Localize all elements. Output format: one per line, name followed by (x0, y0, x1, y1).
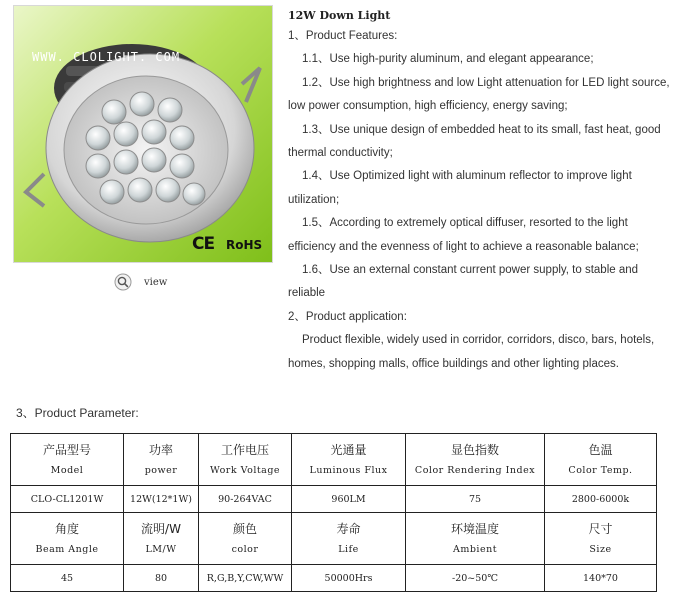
table-row-values (11, 565, 657, 592)
feature-item: 1.3、Use unique design of embedded heat to its small, fast heat, good (302, 123, 661, 136)
section-heading-features: 1、Product Features: (288, 30, 398, 42)
table-header-cell: 显色指数 Color Rendering Index (406, 434, 545, 486)
rohs-mark: RoHS (226, 238, 263, 252)
feature-item-continued: efficiency and the evenness of light to achieve a reasonable balance; (288, 240, 639, 253)
table-cell: 50000Hrs (292, 565, 406, 592)
table-row-header (11, 513, 657, 565)
feature-item: 1.6、Use an external constant current power supply, to stable and (302, 264, 639, 277)
table-row-values (11, 486, 657, 513)
table-cell: 45 (11, 565, 124, 592)
product-photo (13, 5, 273, 263)
table-cell: -20~50℃ (406, 565, 545, 592)
table-cell: 75 (406, 486, 545, 513)
magnifier-icon[interactable] (114, 273, 132, 291)
feature-item: 1.5、According to extremely optical diffuser, resorted to the light (302, 217, 628, 230)
table-header-cell: 尺寸 Size (545, 513, 657, 565)
table-cell: 960LM (292, 486, 406, 513)
table-header-cell: 光通量 Luminous Flux (292, 434, 406, 486)
feature-item-continued: reliable (288, 287, 326, 300)
table-header-cell: 颜色 color (199, 513, 292, 565)
application-text-continued: homes, shopping malls, office buildings and other lighting places. (288, 357, 619, 370)
ce-mark: CE (192, 234, 215, 254)
table-header-cell: 寿命 Life (292, 513, 406, 565)
table-cell: R,G,B,Y,CW,WW (199, 565, 292, 592)
feature-item-continued: utilization; (288, 193, 340, 206)
table-header-cell: 功率 power (124, 434, 199, 486)
feature-item: 1.2、Use high brightness and low Light attenuation for LED light source, (302, 76, 670, 89)
downlight-illustration (14, 6, 273, 263)
table-cell: CLO-CL1201W (11, 486, 124, 513)
table-header-cell: 环境温度 Ambient (406, 513, 545, 565)
view-label[interactable]: view (144, 276, 168, 288)
parameter-heading: 3、Product Parameter: (16, 406, 139, 420)
feature-item-continued: low power consumption, high efficiency, energy saving; (288, 100, 568, 113)
product-title: 12W Down Light (288, 9, 391, 22)
feature-item-continued: thermal conductivity; (288, 147, 393, 160)
table-header-cell: 流明/W LM/W (124, 513, 199, 565)
table-cell: 2800-6000k (545, 486, 657, 513)
table-cell: 140*70 (545, 565, 657, 592)
parameter-table (10, 433, 657, 592)
feature-item: 1.1、Use high-purity aluminum, and elegant appearance; (302, 53, 594, 66)
feature-item: 1.4、Use Optimized light with aluminum reflector to improve light (302, 170, 632, 183)
table-header-cell: 产品型号 Model (11, 434, 124, 486)
application-text: Product flexible, widely used in corridor, corridors, disco, bars, hotels, (302, 334, 655, 347)
table-cell: 80 (124, 565, 199, 592)
table-cell: 90-264VAC (199, 486, 292, 513)
product-description (288, 7, 688, 376)
photo-watermark: WWW. CLOLIGHT. COM (32, 50, 181, 64)
view-link[interactable] (114, 272, 167, 292)
section-heading-application: 2、Product application: (288, 310, 407, 323)
table-row-header (11, 434, 657, 486)
table-header-cell: 角度 Beam Angle (11, 513, 124, 565)
table-header-cell: 色温 Color Temp. (545, 434, 657, 486)
table-header-cell: 工作电压 Work Voltage (199, 434, 292, 486)
table-cell: 12W(12*1W) (124, 486, 199, 513)
